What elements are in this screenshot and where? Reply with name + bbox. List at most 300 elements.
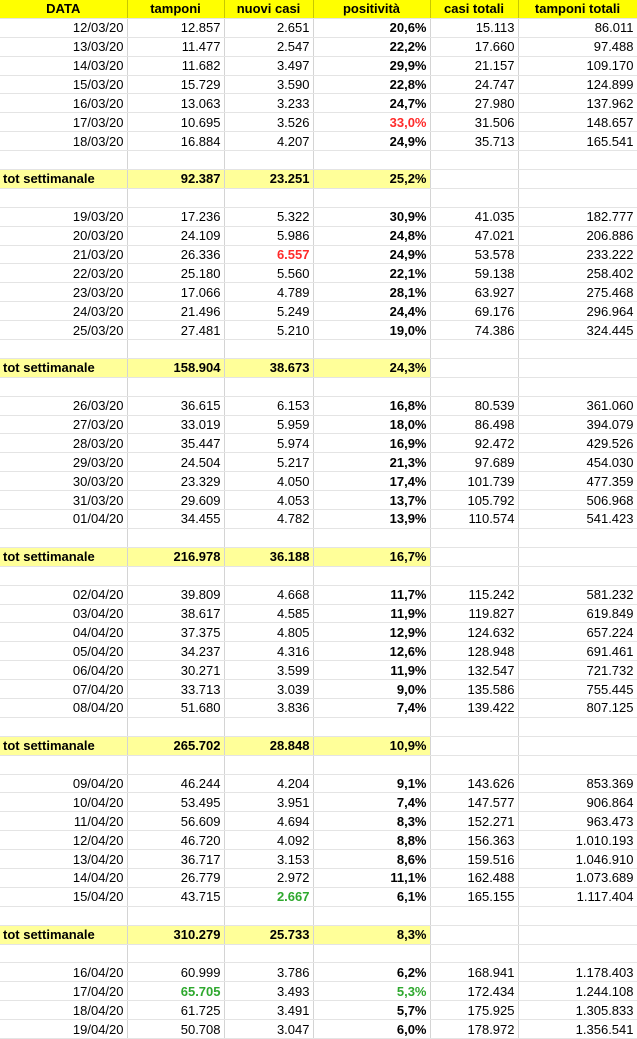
header-casi-totali[interactable]: casi totali bbox=[430, 0, 518, 18]
empty-cell[interactable] bbox=[224, 188, 313, 207]
positivita-cell[interactable]: 12,6% bbox=[313, 642, 430, 661]
tamponi-cell[interactable]: 60.999 bbox=[127, 963, 224, 982]
casi-totali-cell[interactable]: 69.176 bbox=[430, 302, 518, 321]
tamponi-cell[interactable]: 12.857 bbox=[127, 18, 224, 37]
nuovi-casi-cell[interactable]: 4.204 bbox=[224, 774, 313, 793]
date-cell[interactable]: 23/03/20 bbox=[0, 283, 127, 302]
weekly-total-label[interactable]: tot settimanale bbox=[0, 547, 127, 566]
nuovi-casi-cell[interactable]: 3.039 bbox=[224, 680, 313, 699]
tamponi-totali-cell[interactable]: 657.224 bbox=[518, 623, 637, 642]
date-cell[interactable]: 30/03/20 bbox=[0, 472, 127, 491]
casi-totali-cell[interactable]: 92.472 bbox=[430, 434, 518, 453]
date-cell[interactable]: 29/03/20 bbox=[0, 453, 127, 472]
nuovi-casi-cell[interactable]: 3.153 bbox=[224, 850, 313, 869]
tamponi-totali-cell[interactable]: 148.657 bbox=[518, 113, 637, 132]
header-date[interactable]: DATA bbox=[0, 0, 127, 18]
nuovi-casi-cell[interactable]: 6.153 bbox=[224, 396, 313, 415]
positivita-cell[interactable]: 6,0% bbox=[313, 1020, 430, 1039]
positivita-cell[interactable]: 17,4% bbox=[313, 472, 430, 491]
positivita-cell[interactable]: 12,9% bbox=[313, 623, 430, 642]
casi-totali-cell[interactable]: 110.574 bbox=[430, 510, 518, 529]
positivita-cell[interactable]: 9,1% bbox=[313, 774, 430, 793]
empty-cell[interactable] bbox=[430, 170, 518, 189]
empty-cell[interactable] bbox=[127, 906, 224, 925]
tamponi-totali-cell[interactable]: 361.060 bbox=[518, 396, 637, 415]
empty-cell[interactable] bbox=[313, 528, 430, 547]
positivita-cell[interactable]: 11,9% bbox=[313, 604, 430, 623]
tamponi-totali-cell[interactable]: 454.030 bbox=[518, 453, 637, 472]
empty-cell[interactable] bbox=[430, 547, 518, 566]
tamponi-totali-cell[interactable]: 258.402 bbox=[518, 264, 637, 283]
tamponi-totali-cell[interactable]: 86.011 bbox=[518, 18, 637, 37]
empty-cell[interactable] bbox=[518, 547, 637, 566]
tamponi-totali-cell[interactable]: 1.356.541 bbox=[518, 1020, 637, 1039]
casi-totali-cell[interactable]: 41.035 bbox=[430, 207, 518, 226]
date-cell[interactable]: 10/04/20 bbox=[0, 793, 127, 812]
nuovi-casi-cell[interactable]: 3.836 bbox=[224, 698, 313, 717]
date-cell[interactable]: 02/04/20 bbox=[0, 585, 127, 604]
positivita-cell[interactable]: 5,7% bbox=[313, 1001, 430, 1020]
date-cell[interactable]: 13/03/20 bbox=[0, 37, 127, 56]
tamponi-cell[interactable]: 34.237 bbox=[127, 642, 224, 661]
casi-totali-cell[interactable]: 119.827 bbox=[430, 604, 518, 623]
tamponi-cell[interactable]: 17.066 bbox=[127, 283, 224, 302]
empty-cell[interactable] bbox=[313, 340, 430, 359]
nuovi-casi-cell[interactable]: 4.316 bbox=[224, 642, 313, 661]
positivita-cell[interactable]: 11,1% bbox=[313, 868, 430, 887]
date-cell[interactable]: 17/04/20 bbox=[0, 982, 127, 1001]
date-cell[interactable]: 24/03/20 bbox=[0, 302, 127, 321]
nuovi-casi-cell[interactable]: 3.951 bbox=[224, 793, 313, 812]
nuovi-casi-cell[interactable]: 4.585 bbox=[224, 604, 313, 623]
casi-totali-cell[interactable]: 178.972 bbox=[430, 1020, 518, 1039]
casi-totali-cell[interactable]: 168.941 bbox=[430, 963, 518, 982]
empty-cell[interactable] bbox=[0, 340, 127, 359]
casi-totali-cell[interactable]: 35.713 bbox=[430, 132, 518, 151]
nuovi-casi-cell[interactable]: 3.497 bbox=[224, 56, 313, 75]
tamponi-cell[interactable]: 50.708 bbox=[127, 1020, 224, 1039]
tamponi-totali-cell[interactable]: 1.244.108 bbox=[518, 982, 637, 1001]
empty-cell[interactable] bbox=[430, 566, 518, 585]
empty-cell[interactable] bbox=[313, 755, 430, 774]
positivita-cell[interactable]: 8,3% bbox=[313, 812, 430, 831]
tamponi-totali-cell[interactable]: 1.117.404 bbox=[518, 887, 637, 906]
tamponi-totali-cell[interactable]: 1.073.689 bbox=[518, 868, 637, 887]
weekly-total-positivita-cell[interactable]: 25,2% bbox=[313, 170, 430, 189]
casi-totali-cell[interactable]: 59.138 bbox=[430, 264, 518, 283]
empty-cell[interactable] bbox=[313, 906, 430, 925]
empty-cell[interactable] bbox=[430, 188, 518, 207]
tamponi-cell[interactable]: 33.019 bbox=[127, 415, 224, 434]
tamponi-cell[interactable]: 16.884 bbox=[127, 132, 224, 151]
empty-cell[interactable] bbox=[518, 151, 637, 170]
empty-cell[interactable] bbox=[313, 377, 430, 396]
empty-cell[interactable] bbox=[430, 340, 518, 359]
nuovi-casi-cell[interactable]: 4.207 bbox=[224, 132, 313, 151]
casi-totali-cell[interactable]: 124.632 bbox=[430, 623, 518, 642]
empty-cell[interactable] bbox=[0, 717, 127, 736]
empty-cell[interactable] bbox=[518, 358, 637, 377]
positivita-cell[interactable]: 29,9% bbox=[313, 56, 430, 75]
date-cell[interactable]: 06/04/20 bbox=[0, 661, 127, 680]
positivita-cell[interactable]: 8,6% bbox=[313, 850, 430, 869]
casi-totali-cell[interactable]: 162.488 bbox=[430, 868, 518, 887]
date-cell[interactable]: 04/04/20 bbox=[0, 623, 127, 642]
casi-totali-cell[interactable]: 159.516 bbox=[430, 850, 518, 869]
tamponi-totali-cell[interactable]: 721.732 bbox=[518, 661, 637, 680]
positivita-cell[interactable]: 13,9% bbox=[313, 510, 430, 529]
tamponi-totali-cell[interactable]: 1.305.833 bbox=[518, 1001, 637, 1020]
nuovi-casi-cell[interactable]: 4.805 bbox=[224, 623, 313, 642]
casi-totali-cell[interactable]: 17.660 bbox=[430, 37, 518, 56]
date-cell[interactable]: 18/03/20 bbox=[0, 132, 127, 151]
nuovi-casi-cell[interactable]: 5.974 bbox=[224, 434, 313, 453]
tamponi-cell[interactable]: 53.495 bbox=[127, 793, 224, 812]
tamponi-cell[interactable]: 26.779 bbox=[127, 868, 224, 887]
tamponi-cell[interactable]: 38.617 bbox=[127, 604, 224, 623]
weekly-total-tamponi-cell[interactable]: 158.904 bbox=[127, 358, 224, 377]
nuovi-casi-cell[interactable]: 2.651 bbox=[224, 18, 313, 37]
date-cell[interactable]: 15/03/20 bbox=[0, 75, 127, 94]
casi-totali-cell[interactable]: 27.980 bbox=[430, 94, 518, 113]
positivita-cell[interactable]: 16,9% bbox=[313, 434, 430, 453]
empty-cell[interactable] bbox=[127, 151, 224, 170]
tamponi-totali-cell[interactable]: 963.473 bbox=[518, 812, 637, 831]
casi-totali-cell[interactable]: 152.271 bbox=[430, 812, 518, 831]
tamponi-cell[interactable]: 46.720 bbox=[127, 831, 224, 850]
empty-cell[interactable] bbox=[518, 188, 637, 207]
nuovi-casi-cell[interactable]: 3.590 bbox=[224, 75, 313, 94]
nuovi-casi-cell[interactable]: 6.557 bbox=[224, 245, 313, 264]
positivita-cell[interactable]: 24,7% bbox=[313, 94, 430, 113]
tamponi-cell[interactable]: 11.477 bbox=[127, 37, 224, 56]
tamponi-cell[interactable]: 24.109 bbox=[127, 226, 224, 245]
tamponi-totali-cell[interactable]: 182.777 bbox=[518, 207, 637, 226]
tamponi-totali-cell[interactable]: 1.178.403 bbox=[518, 963, 637, 982]
header-positivita[interactable]: positività bbox=[313, 0, 430, 18]
casi-totali-cell[interactable]: 143.626 bbox=[430, 774, 518, 793]
empty-cell[interactable] bbox=[518, 528, 637, 547]
tamponi-totali-cell[interactable]: 137.962 bbox=[518, 94, 637, 113]
casi-totali-cell[interactable]: 86.498 bbox=[430, 415, 518, 434]
date-cell[interactable]: 26/03/20 bbox=[0, 396, 127, 415]
tamponi-cell[interactable]: 33.713 bbox=[127, 680, 224, 699]
weekly-total-label[interactable]: tot settimanale bbox=[0, 736, 127, 755]
empty-cell[interactable] bbox=[430, 906, 518, 925]
empty-cell[interactable] bbox=[0, 906, 127, 925]
tamponi-cell[interactable]: 36.615 bbox=[127, 396, 224, 415]
positivita-cell[interactable]: 18,0% bbox=[313, 415, 430, 434]
weekly-total-nuovi-casi-cell[interactable]: 38.673 bbox=[224, 358, 313, 377]
weekly-total-tamponi-cell[interactable]: 265.702 bbox=[127, 736, 224, 755]
date-cell[interactable]: 14/03/20 bbox=[0, 56, 127, 75]
nuovi-casi-cell[interactable]: 2.972 bbox=[224, 868, 313, 887]
empty-cell[interactable] bbox=[518, 944, 637, 963]
nuovi-casi-cell[interactable]: 4.668 bbox=[224, 585, 313, 604]
casi-totali-cell[interactable]: 156.363 bbox=[430, 831, 518, 850]
positivita-cell[interactable]: 24,9% bbox=[313, 132, 430, 151]
tamponi-totali-cell[interactable]: 233.222 bbox=[518, 245, 637, 264]
nuovi-casi-cell[interactable]: 4.789 bbox=[224, 283, 313, 302]
empty-cell[interactable] bbox=[518, 755, 637, 774]
empty-cell[interactable] bbox=[224, 340, 313, 359]
positivita-cell[interactable]: 11,9% bbox=[313, 661, 430, 680]
date-cell[interactable]: 31/03/20 bbox=[0, 491, 127, 510]
tamponi-cell[interactable]: 30.271 bbox=[127, 661, 224, 680]
weekly-total-nuovi-casi-cell[interactable]: 25.733 bbox=[224, 925, 313, 944]
tamponi-cell[interactable]: 39.809 bbox=[127, 585, 224, 604]
positivita-cell[interactable]: 6,1% bbox=[313, 887, 430, 906]
empty-cell[interactable] bbox=[0, 151, 127, 170]
empty-cell[interactable] bbox=[224, 528, 313, 547]
empty-cell[interactable] bbox=[127, 377, 224, 396]
tamponi-totali-cell[interactable]: 1.046.910 bbox=[518, 850, 637, 869]
date-cell[interactable]: 13/04/20 bbox=[0, 850, 127, 869]
empty-cell[interactable] bbox=[224, 755, 313, 774]
empty-cell[interactable] bbox=[313, 717, 430, 736]
tamponi-cell[interactable]: 35.447 bbox=[127, 434, 224, 453]
date-cell[interactable]: 07/04/20 bbox=[0, 680, 127, 699]
empty-cell[interactable] bbox=[224, 717, 313, 736]
empty-cell[interactable] bbox=[127, 188, 224, 207]
tamponi-cell[interactable]: 23.329 bbox=[127, 472, 224, 491]
empty-cell[interactable] bbox=[313, 188, 430, 207]
nuovi-casi-cell[interactable]: 2.547 bbox=[224, 37, 313, 56]
tamponi-cell[interactable]: 15.729 bbox=[127, 75, 224, 94]
nuovi-casi-cell[interactable]: 3.786 bbox=[224, 963, 313, 982]
tamponi-totali-cell[interactable]: 124.899 bbox=[518, 75, 637, 94]
weekly-total-positivita-cell[interactable]: 24,3% bbox=[313, 358, 430, 377]
weekly-total-positivita-cell[interactable]: 8,3% bbox=[313, 925, 430, 944]
tamponi-totali-cell[interactable]: 1.010.193 bbox=[518, 831, 637, 850]
tamponi-cell[interactable]: 29.609 bbox=[127, 491, 224, 510]
positivita-cell[interactable]: 11,7% bbox=[313, 585, 430, 604]
tamponi-totali-cell[interactable]: 906.864 bbox=[518, 793, 637, 812]
weekly-total-tamponi-cell[interactable]: 310.279 bbox=[127, 925, 224, 944]
tamponi-cell[interactable]: 21.496 bbox=[127, 302, 224, 321]
weekly-total-positivita-cell[interactable]: 16,7% bbox=[313, 547, 430, 566]
tamponi-totali-cell[interactable]: 581.232 bbox=[518, 585, 637, 604]
nuovi-casi-cell[interactable]: 5.986 bbox=[224, 226, 313, 245]
positivita-cell[interactable]: 22,1% bbox=[313, 264, 430, 283]
positivita-cell[interactable]: 22,2% bbox=[313, 37, 430, 56]
casi-totali-cell[interactable]: 31.506 bbox=[430, 113, 518, 132]
tamponi-cell[interactable]: 10.695 bbox=[127, 113, 224, 132]
tamponi-cell[interactable]: 46.244 bbox=[127, 774, 224, 793]
nuovi-casi-cell[interactable]: 4.092 bbox=[224, 831, 313, 850]
casi-totali-cell[interactable]: 53.578 bbox=[430, 245, 518, 264]
nuovi-casi-cell[interactable]: 5.210 bbox=[224, 321, 313, 340]
nuovi-casi-cell[interactable]: 4.782 bbox=[224, 510, 313, 529]
date-cell[interactable]: 16/03/20 bbox=[0, 94, 127, 113]
date-cell[interactable]: 19/04/20 bbox=[0, 1020, 127, 1039]
header-tamponi-totali[interactable]: tamponi totali bbox=[518, 0, 637, 18]
tamponi-totali-cell[interactable]: 853.369 bbox=[518, 774, 637, 793]
tamponi-totali-cell[interactable]: 619.849 bbox=[518, 604, 637, 623]
tamponi-cell[interactable]: 27.481 bbox=[127, 321, 224, 340]
date-cell[interactable]: 18/04/20 bbox=[0, 1001, 127, 1020]
date-cell[interactable]: 09/04/20 bbox=[0, 774, 127, 793]
positivita-cell[interactable]: 13,7% bbox=[313, 491, 430, 510]
date-cell[interactable]: 11/04/20 bbox=[0, 812, 127, 831]
casi-totali-cell[interactable]: 21.157 bbox=[430, 56, 518, 75]
empty-cell[interactable] bbox=[430, 151, 518, 170]
tamponi-cell[interactable]: 11.682 bbox=[127, 56, 224, 75]
date-cell[interactable]: 12/04/20 bbox=[0, 831, 127, 850]
casi-totali-cell[interactable]: 172.434 bbox=[430, 982, 518, 1001]
tamponi-cell[interactable]: 25.180 bbox=[127, 264, 224, 283]
weekly-total-label[interactable]: tot settimanale bbox=[0, 925, 127, 944]
weekly-total-tamponi-cell[interactable]: 92.387 bbox=[127, 170, 224, 189]
positivita-cell[interactable]: 30,9% bbox=[313, 207, 430, 226]
positivita-cell[interactable]: 21,3% bbox=[313, 453, 430, 472]
tamponi-totali-cell[interactable]: 206.886 bbox=[518, 226, 637, 245]
tamponi-totali-cell[interactable]: 296.964 bbox=[518, 302, 637, 321]
empty-cell[interactable] bbox=[430, 377, 518, 396]
casi-totali-cell[interactable]: 147.577 bbox=[430, 793, 518, 812]
tamponi-totali-cell[interactable]: 429.526 bbox=[518, 434, 637, 453]
tamponi-totali-cell[interactable]: 165.541 bbox=[518, 132, 637, 151]
tamponi-cell[interactable]: 65.705 bbox=[127, 982, 224, 1001]
tamponi-totali-cell[interactable]: 394.079 bbox=[518, 415, 637, 434]
tamponi-totali-cell[interactable]: 506.968 bbox=[518, 491, 637, 510]
empty-cell[interactable] bbox=[430, 925, 518, 944]
date-cell[interactable]: 21/03/20 bbox=[0, 245, 127, 264]
positivita-cell[interactable]: 24,8% bbox=[313, 226, 430, 245]
tamponi-cell[interactable]: 26.336 bbox=[127, 245, 224, 264]
casi-totali-cell[interactable]: 105.792 bbox=[430, 491, 518, 510]
tamponi-cell[interactable]: 17.236 bbox=[127, 207, 224, 226]
date-cell[interactable]: 08/04/20 bbox=[0, 698, 127, 717]
nuovi-casi-cell[interactable]: 3.047 bbox=[224, 1020, 313, 1039]
casi-totali-cell[interactable]: 15.113 bbox=[430, 18, 518, 37]
positivita-cell[interactable]: 28,1% bbox=[313, 283, 430, 302]
nuovi-casi-cell[interactable]: 4.050 bbox=[224, 472, 313, 491]
empty-cell[interactable] bbox=[0, 377, 127, 396]
tamponi-cell[interactable]: 24.504 bbox=[127, 453, 224, 472]
weekly-total-label[interactable]: tot settimanale bbox=[0, 358, 127, 377]
empty-cell[interactable] bbox=[518, 925, 637, 944]
date-cell[interactable]: 12/03/20 bbox=[0, 18, 127, 37]
positivita-cell[interactable]: 20,6% bbox=[313, 18, 430, 37]
date-cell[interactable]: 19/03/20 bbox=[0, 207, 127, 226]
empty-cell[interactable] bbox=[127, 528, 224, 547]
tamponi-totali-cell[interactable]: 691.461 bbox=[518, 642, 637, 661]
empty-cell[interactable] bbox=[127, 944, 224, 963]
empty-cell[interactable] bbox=[224, 377, 313, 396]
empty-cell[interactable] bbox=[313, 566, 430, 585]
nuovi-casi-cell[interactable]: 3.526 bbox=[224, 113, 313, 132]
date-cell[interactable]: 03/04/20 bbox=[0, 604, 127, 623]
empty-cell[interactable] bbox=[518, 906, 637, 925]
tamponi-cell[interactable]: 37.375 bbox=[127, 623, 224, 642]
casi-totali-cell[interactable]: 115.242 bbox=[430, 585, 518, 604]
empty-cell[interactable] bbox=[0, 944, 127, 963]
empty-cell[interactable] bbox=[127, 755, 224, 774]
positivita-cell[interactable]: 9,0% bbox=[313, 680, 430, 699]
empty-cell[interactable] bbox=[224, 566, 313, 585]
empty-cell[interactable] bbox=[224, 151, 313, 170]
nuovi-casi-cell[interactable]: 5.959 bbox=[224, 415, 313, 434]
tamponi-cell[interactable]: 56.609 bbox=[127, 812, 224, 831]
casi-totali-cell[interactable]: 175.925 bbox=[430, 1001, 518, 1020]
nuovi-casi-cell[interactable]: 3.599 bbox=[224, 661, 313, 680]
empty-cell[interactable] bbox=[430, 736, 518, 755]
casi-totali-cell[interactable]: 101.739 bbox=[430, 472, 518, 491]
empty-cell[interactable] bbox=[430, 944, 518, 963]
nuovi-casi-cell[interactable]: 5.217 bbox=[224, 453, 313, 472]
positivita-cell[interactable]: 6,2% bbox=[313, 963, 430, 982]
nuovi-casi-cell[interactable]: 5.560 bbox=[224, 264, 313, 283]
weekly-total-nuovi-casi-cell[interactable]: 36.188 bbox=[224, 547, 313, 566]
positivita-cell[interactable]: 24,9% bbox=[313, 245, 430, 264]
header-tamponi[interactable]: tamponi bbox=[127, 0, 224, 18]
date-cell[interactable]: 28/03/20 bbox=[0, 434, 127, 453]
empty-cell[interactable] bbox=[430, 358, 518, 377]
casi-totali-cell[interactable]: 24.747 bbox=[430, 75, 518, 94]
empty-cell[interactable] bbox=[313, 151, 430, 170]
tamponi-totali-cell[interactable]: 807.125 bbox=[518, 698, 637, 717]
empty-cell[interactable] bbox=[0, 566, 127, 585]
weekly-total-nuovi-casi-cell[interactable]: 23.251 bbox=[224, 170, 313, 189]
empty-cell[interactable] bbox=[224, 944, 313, 963]
empty-cell[interactable] bbox=[0, 528, 127, 547]
empty-cell[interactable] bbox=[127, 717, 224, 736]
empty-cell[interactable] bbox=[518, 566, 637, 585]
positivita-cell[interactable]: 7,4% bbox=[313, 698, 430, 717]
nuovi-casi-cell[interactable]: 3.491 bbox=[224, 1001, 313, 1020]
empty-cell[interactable] bbox=[518, 736, 637, 755]
date-cell[interactable]: 27/03/20 bbox=[0, 415, 127, 434]
empty-cell[interactable] bbox=[224, 906, 313, 925]
tamponi-cell[interactable]: 13.063 bbox=[127, 94, 224, 113]
positivita-cell[interactable]: 33,0% bbox=[313, 113, 430, 132]
nuovi-casi-cell[interactable]: 4.053 bbox=[224, 491, 313, 510]
weekly-total-tamponi-cell[interactable]: 216.978 bbox=[127, 547, 224, 566]
empty-cell[interactable] bbox=[430, 755, 518, 774]
empty-cell[interactable] bbox=[430, 717, 518, 736]
date-cell[interactable]: 01/04/20 bbox=[0, 510, 127, 529]
date-cell[interactable]: 25/03/20 bbox=[0, 321, 127, 340]
date-cell[interactable]: 14/04/20 bbox=[0, 868, 127, 887]
positivita-cell[interactable]: 24,4% bbox=[313, 302, 430, 321]
positivita-cell[interactable]: 19,0% bbox=[313, 321, 430, 340]
empty-cell[interactable] bbox=[127, 340, 224, 359]
positivita-cell[interactable]: 5,3% bbox=[313, 982, 430, 1001]
positivita-cell[interactable]: 7,4% bbox=[313, 793, 430, 812]
tamponi-totali-cell[interactable]: 541.423 bbox=[518, 510, 637, 529]
empty-cell[interactable] bbox=[313, 944, 430, 963]
casi-totali-cell[interactable]: 128.948 bbox=[430, 642, 518, 661]
casi-totali-cell[interactable]: 132.547 bbox=[430, 661, 518, 680]
casi-totali-cell[interactable]: 80.539 bbox=[430, 396, 518, 415]
tamponi-totali-cell[interactable]: 755.445 bbox=[518, 680, 637, 699]
empty-cell[interactable] bbox=[518, 170, 637, 189]
date-cell[interactable]: 05/04/20 bbox=[0, 642, 127, 661]
tamponi-totali-cell[interactable]: 275.468 bbox=[518, 283, 637, 302]
nuovi-casi-cell[interactable]: 3.493 bbox=[224, 982, 313, 1001]
empty-cell[interactable] bbox=[518, 717, 637, 736]
casi-totali-cell[interactable]: 47.021 bbox=[430, 226, 518, 245]
nuovi-casi-cell[interactable]: 5.249 bbox=[224, 302, 313, 321]
tamponi-cell[interactable]: 61.725 bbox=[127, 1001, 224, 1020]
weekly-total-positivita-cell[interactable]: 10,9% bbox=[313, 736, 430, 755]
casi-totali-cell[interactable]: 135.586 bbox=[430, 680, 518, 699]
casi-totali-cell[interactable]: 63.927 bbox=[430, 283, 518, 302]
date-cell[interactable]: 22/03/20 bbox=[0, 264, 127, 283]
header-nuovi-casi[interactable]: nuovi casi bbox=[224, 0, 313, 18]
positivita-cell[interactable]: 16,8% bbox=[313, 396, 430, 415]
